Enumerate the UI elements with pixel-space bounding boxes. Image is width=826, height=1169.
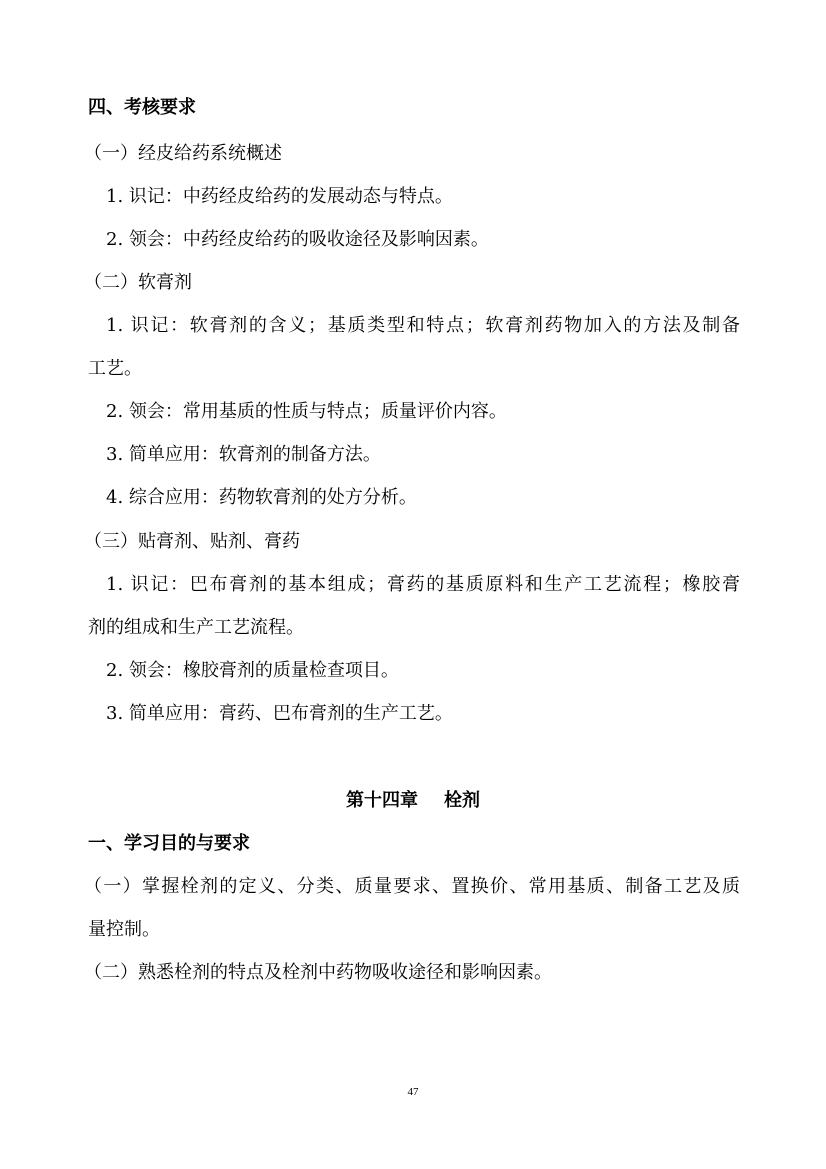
list-item: 3. 简单应用：膏药、巴布膏剂的生产工艺。 [106, 703, 453, 724]
section-heading-assessment: 四、考核要求 [88, 97, 196, 118]
subsection-title-ointment: （二）软膏剂 [84, 272, 192, 293]
list-item-continuation: 剂的组成和生产工艺流程。 [88, 617, 304, 638]
requirement-item: （一）掌握栓剂的定义、分类、质量要求、置换价、常用基质、制备工艺及质 [84, 876, 740, 897]
list-item: 2. 领会：常用基质的性质与特点；质量评价内容。 [106, 401, 507, 422]
list-item: 1. 识记：软膏剂的含义；基质类型和特点；软膏剂药物加入的方法及制备 [106, 315, 740, 336]
page-number: 47 [407, 1086, 419, 1098]
section-heading-objectives: 一、学习目的与要求 [88, 833, 250, 854]
list-item: 1. 识记：中药经皮给药的发展动态与特点。 [106, 186, 453, 207]
chapter-title [0, 789, 826, 813]
subsection-title-transdermal: （一）经皮给药系统概述 [84, 143, 282, 164]
list-item-continuation: 工艺。 [88, 358, 142, 379]
chapter-name: 栓剂 [444, 790, 480, 811]
list-item: 4. 综合应用：药物软膏剂的处方分析。 [106, 487, 417, 508]
list-item: 2. 领会：橡胶膏剂的质量检查项目。 [106, 660, 399, 681]
list-item: 2. 领会：中药经皮给药的吸收途径及影响因素。 [106, 229, 489, 250]
requirement-item: （二）熟悉栓剂的特点及栓剂中药物吸收途径和影响因素。 [84, 962, 552, 983]
chapter-label: 第十四章 [346, 790, 418, 811]
list-item: 3. 简单应用：软膏剂的制备方法。 [106, 444, 381, 465]
list-item: 1. 识记：巴布膏剂的基本组成；膏药的基质原料和生产工艺流程；橡胶膏 [106, 574, 740, 595]
requirement-item-continuation: 量控制。 [88, 919, 160, 940]
subsection-title-plasters: （三）贴膏剂、贴剂、膏药 [84, 531, 300, 552]
